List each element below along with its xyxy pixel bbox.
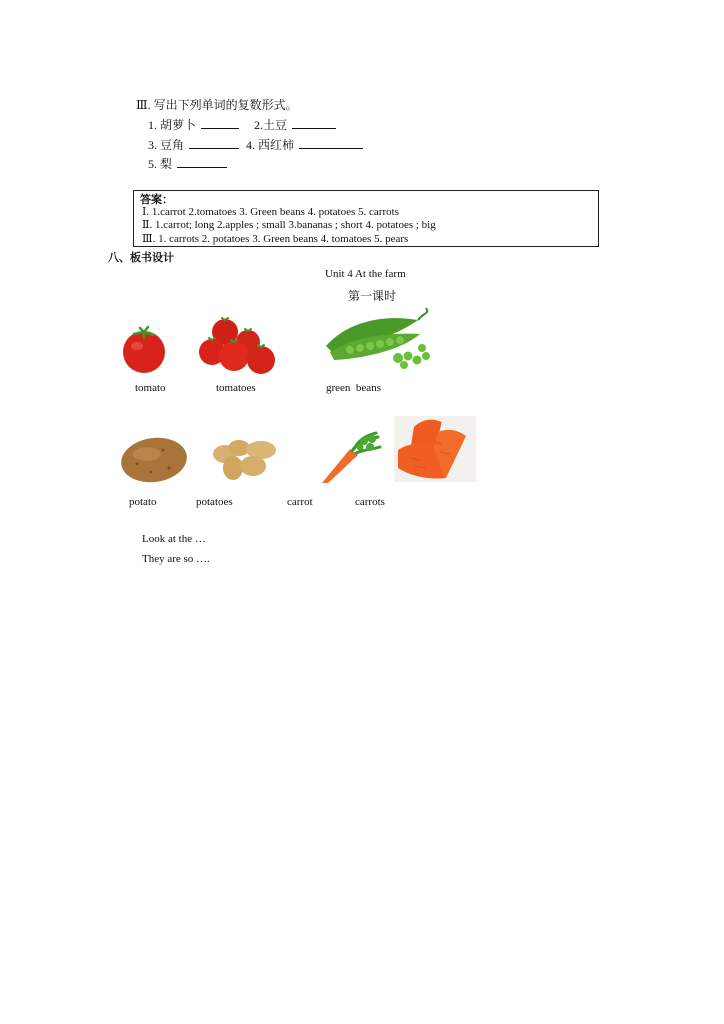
tomatoes-image (198, 318, 278, 376)
lesson-title: 第一课时 (348, 289, 397, 303)
sentence-they-are: They are so …. (142, 553, 210, 565)
caption-carrots: carrots (355, 496, 385, 508)
caption-green-beans: green beans (326, 382, 381, 394)
answer-blank[interactable] (189, 138, 239, 149)
carrots-image (394, 416, 476, 482)
potato-image (119, 434, 189, 484)
item-label: 4. 西红柿 (246, 138, 295, 152)
answer-box (133, 190, 599, 247)
answer-blank[interactable] (299, 138, 363, 149)
item-label: 2.土豆 (254, 118, 288, 132)
exercise-3-item-1 (148, 116, 239, 133)
green-beans-image (322, 308, 434, 370)
item-label: 3. 豆角 (148, 138, 185, 152)
section-heading: 八、板书设计 (108, 251, 174, 264)
answer-line-2: Ⅱ. 1.carrot; long 2.apples ; small 3.bananas ; short 4. potatoes ; big (142, 219, 436, 231)
exercise-3-item-5 (148, 155, 227, 172)
exercise-3-item-3 (148, 136, 239, 153)
carrot-image (320, 433, 382, 485)
caption-tomato: tomato (135, 382, 166, 394)
caption-carrot: carrot (287, 496, 313, 508)
answer-line-3: Ⅲ. 1. carrots 2. potatoes 3. Green beans 4. tomatoes 5. pears (142, 233, 409, 245)
answer-line-1: Ⅰ. 1.carrot 2.tomatoes 3. Green beans 4. potatoes 5. carrots (142, 206, 399, 218)
answer-blank[interactable] (201, 118, 239, 129)
potatoes-image (209, 434, 281, 482)
answer-title: 答案： (140, 193, 173, 206)
exercise-3-item-4 (246, 136, 363, 153)
caption-potato: potato (129, 496, 157, 508)
exercise-3-heading: Ⅲ. 写出下列单词的复数形式。 (136, 98, 298, 112)
caption-tomatoes: tomatoes (216, 382, 256, 394)
tomato-image (120, 326, 168, 374)
answer-blank[interactable] (177, 157, 227, 168)
sentence-look-at: Look at the … (142, 533, 206, 545)
exercise-3-item-2 (254, 116, 336, 133)
item-label: 1. 胡萝卜 (148, 118, 197, 132)
answer-blank[interactable] (292, 118, 336, 129)
item-label: 5. 梨 (148, 157, 173, 171)
unit-title: Unit 4 At the farm (325, 268, 406, 280)
caption-potatoes: potatoes (196, 496, 233, 508)
